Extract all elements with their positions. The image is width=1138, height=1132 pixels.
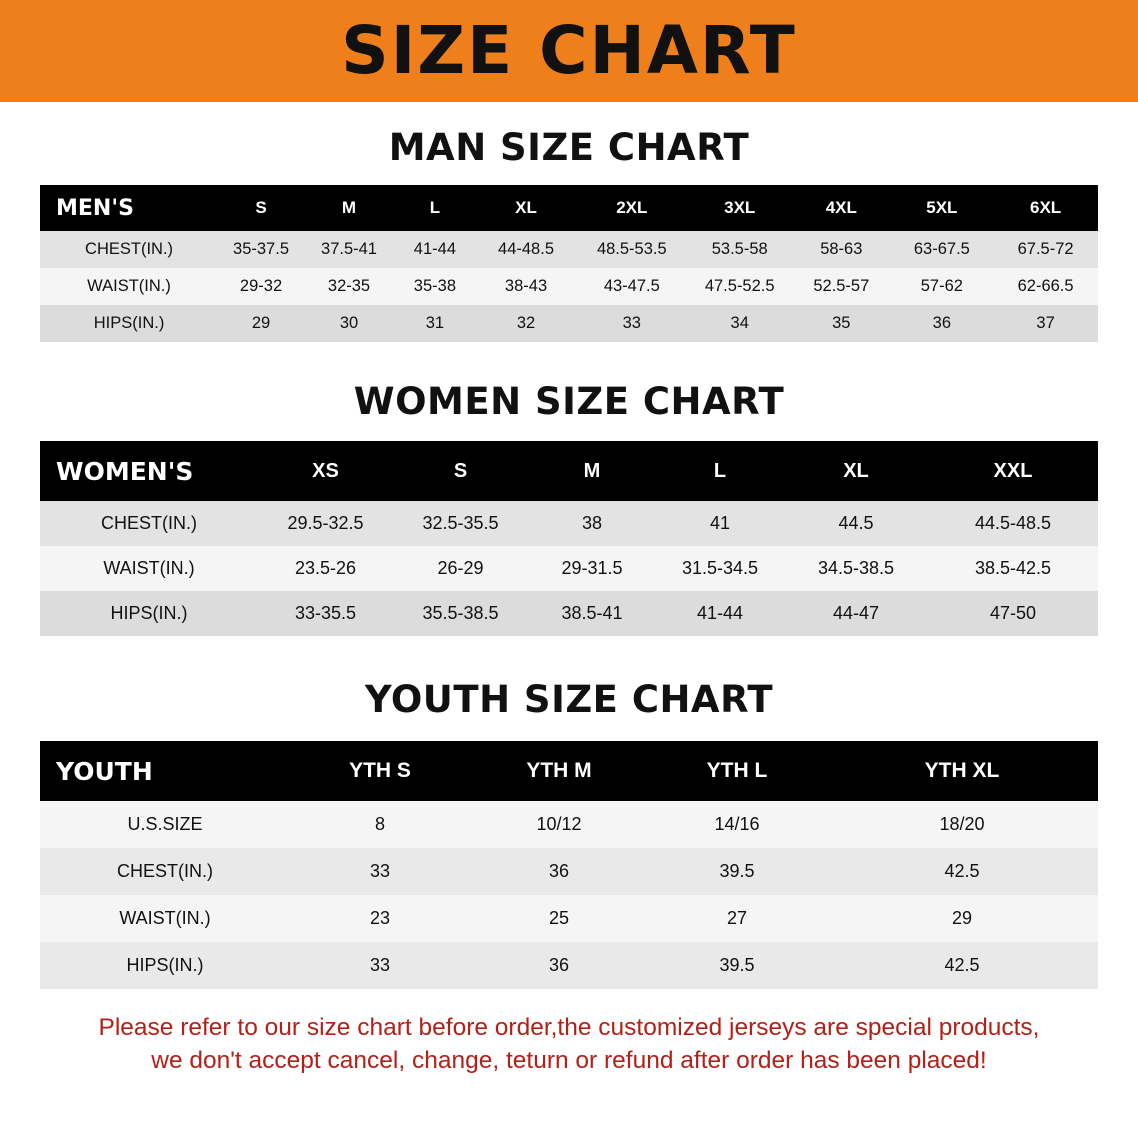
youth-header-cell: YOUTH [40, 741, 290, 801]
table-cell: 29 [826, 895, 1098, 942]
women-header-cell: XL [784, 441, 928, 501]
women-header-cell: M [528, 441, 656, 501]
table-cell: 31 [394, 305, 476, 342]
man-header-cell: XL [476, 185, 577, 231]
table-cell: 29-32 [218, 268, 304, 305]
disclaimer-note [40, 1011, 1098, 1077]
man-header-cell: 4XL [792, 185, 890, 231]
table-cell: 23 [290, 895, 470, 942]
man-header-cell: 6XL [993, 185, 1098, 231]
row-label: HIPS(IN.) [40, 305, 218, 342]
table-cell: 38 [528, 501, 656, 546]
table-cell: 44-47 [784, 591, 928, 636]
man-header-cell: S [218, 185, 304, 231]
youth-header-cell: YTH S [290, 741, 470, 801]
table-row [40, 591, 1098, 636]
table-cell: 63-67.5 [891, 231, 994, 268]
disclaimer-line-2: we don't accept cancel, change, teturn or refund after order has been placed! [151, 1047, 987, 1075]
table-header-row [40, 741, 1098, 801]
table-row [40, 848, 1098, 895]
table-cell: 41-44 [394, 231, 476, 268]
youth-header-cell: YTH XL [826, 741, 1098, 801]
table-cell: 39.5 [648, 942, 826, 989]
table-cell: 29 [218, 305, 304, 342]
table-cell: 38-43 [476, 268, 577, 305]
table-cell: 18/20 [826, 801, 1098, 848]
table-cell: 32.5-35.5 [393, 501, 528, 546]
row-label: HIPS(IN.) [40, 591, 258, 636]
man-header-cell: 2XL [576, 185, 687, 231]
women-section-title: WOMEN SIZE CHART [353, 380, 785, 423]
row-label: HIPS(IN.) [40, 942, 290, 989]
youth-size-table [40, 741, 1098, 989]
man-section-title: MAN SIZE CHART [388, 126, 750, 169]
youth-header-cell: YTH M [470, 741, 648, 801]
table-cell: 33 [290, 942, 470, 989]
table-row [40, 895, 1098, 942]
table-header-row [40, 441, 1098, 501]
table-cell: 42.5 [826, 848, 1098, 895]
man-header-cell: L [394, 185, 476, 231]
table-cell: 10/12 [470, 801, 648, 848]
row-label: WAIST(IN.) [40, 895, 290, 942]
table-cell: 44.5 [784, 501, 928, 546]
row-label: WAIST(IN.) [40, 268, 218, 305]
table-cell: 48.5-53.5 [576, 231, 687, 268]
table-cell: 30 [304, 305, 394, 342]
table-row [40, 268, 1098, 305]
page-title: SIZE CHART [341, 12, 797, 89]
women-header-cell: S [393, 441, 528, 501]
women-header-cell: XXL [928, 441, 1098, 501]
table-cell: 38.5-42.5 [928, 546, 1098, 591]
table-cell: 29-31.5 [528, 546, 656, 591]
table-cell: 36 [470, 942, 648, 989]
table-row [40, 501, 1098, 546]
women-header-cell: WOMEN'S [40, 441, 258, 501]
table-cell: 43-47.5 [576, 268, 687, 305]
table-cell: 67.5-72 [993, 231, 1098, 268]
table-cell: 29.5-32.5 [258, 501, 393, 546]
table-cell: 41 [656, 501, 784, 546]
youth-header-cell: YTH L [648, 741, 826, 801]
table-row [40, 231, 1098, 268]
women-size-table [40, 441, 1098, 636]
table-cell: 26-29 [393, 546, 528, 591]
table-cell: 37 [993, 305, 1098, 342]
table-cell: 34.5-38.5 [784, 546, 928, 591]
youth-table-wrap [40, 741, 1098, 989]
table-cell: 41-44 [656, 591, 784, 636]
table-cell: 35-37.5 [218, 231, 304, 268]
table-cell: 37.5-41 [304, 231, 394, 268]
man-header-cell: M [304, 185, 394, 231]
table-cell: 35-38 [394, 268, 476, 305]
table-cell: 34 [687, 305, 792, 342]
table-cell: 33 [290, 848, 470, 895]
row-label: CHEST(IN.) [40, 231, 218, 268]
row-label: U.S.SIZE [40, 801, 290, 848]
table-cell: 47.5-52.5 [687, 268, 792, 305]
table-cell: 36 [891, 305, 994, 342]
row-label: CHEST(IN.) [40, 501, 258, 546]
table-row [40, 305, 1098, 342]
table-cell: 36 [470, 848, 648, 895]
women-header-cell: L [656, 441, 784, 501]
table-cell: 33 [576, 305, 687, 342]
table-cell: 39.5 [648, 848, 826, 895]
man-header-cell: 5XL [891, 185, 994, 231]
table-cell: 32 [476, 305, 577, 342]
table-cell: 14/16 [648, 801, 826, 848]
table-cell: 25 [470, 895, 648, 942]
man-header-cell: MEN'S [40, 185, 218, 231]
table-cell: 47-50 [928, 591, 1098, 636]
table-cell: 8 [290, 801, 470, 848]
table-cell: 42.5 [826, 942, 1098, 989]
table-cell: 27 [648, 895, 826, 942]
table-cell: 35 [792, 305, 890, 342]
table-cell: 33-35.5 [258, 591, 393, 636]
table-header-row [40, 185, 1098, 231]
page-banner [0, 0, 1138, 102]
table-cell: 44.5-48.5 [928, 501, 1098, 546]
table-cell: 58-63 [792, 231, 890, 268]
man-header-cell: 3XL [687, 185, 792, 231]
table-cell: 38.5-41 [528, 591, 656, 636]
man-table-wrap [40, 185, 1098, 342]
table-cell: 44-48.5 [476, 231, 577, 268]
youth-section-title: YOUTH SIZE CHART [364, 678, 774, 721]
table-row [40, 942, 1098, 989]
women-header-cell: XS [258, 441, 393, 501]
table-cell: 35.5-38.5 [393, 591, 528, 636]
table-cell: 31.5-34.5 [656, 546, 784, 591]
table-cell: 52.5-57 [792, 268, 890, 305]
table-cell: 32-35 [304, 268, 394, 305]
table-cell: 62-66.5 [993, 268, 1098, 305]
table-row [40, 546, 1098, 591]
table-cell: 53.5-58 [687, 231, 792, 268]
table-row [40, 801, 1098, 848]
row-label: WAIST(IN.) [40, 546, 258, 591]
row-label: CHEST(IN.) [40, 848, 290, 895]
disclaimer-line-1: Please refer to our size chart before order,the customized jerseys are special products, [98, 1014, 1040, 1041]
man-size-table [40, 185, 1098, 342]
women-table-wrap [40, 441, 1098, 636]
table-cell: 57-62 [891, 268, 994, 305]
table-cell: 23.5-26 [258, 546, 393, 591]
